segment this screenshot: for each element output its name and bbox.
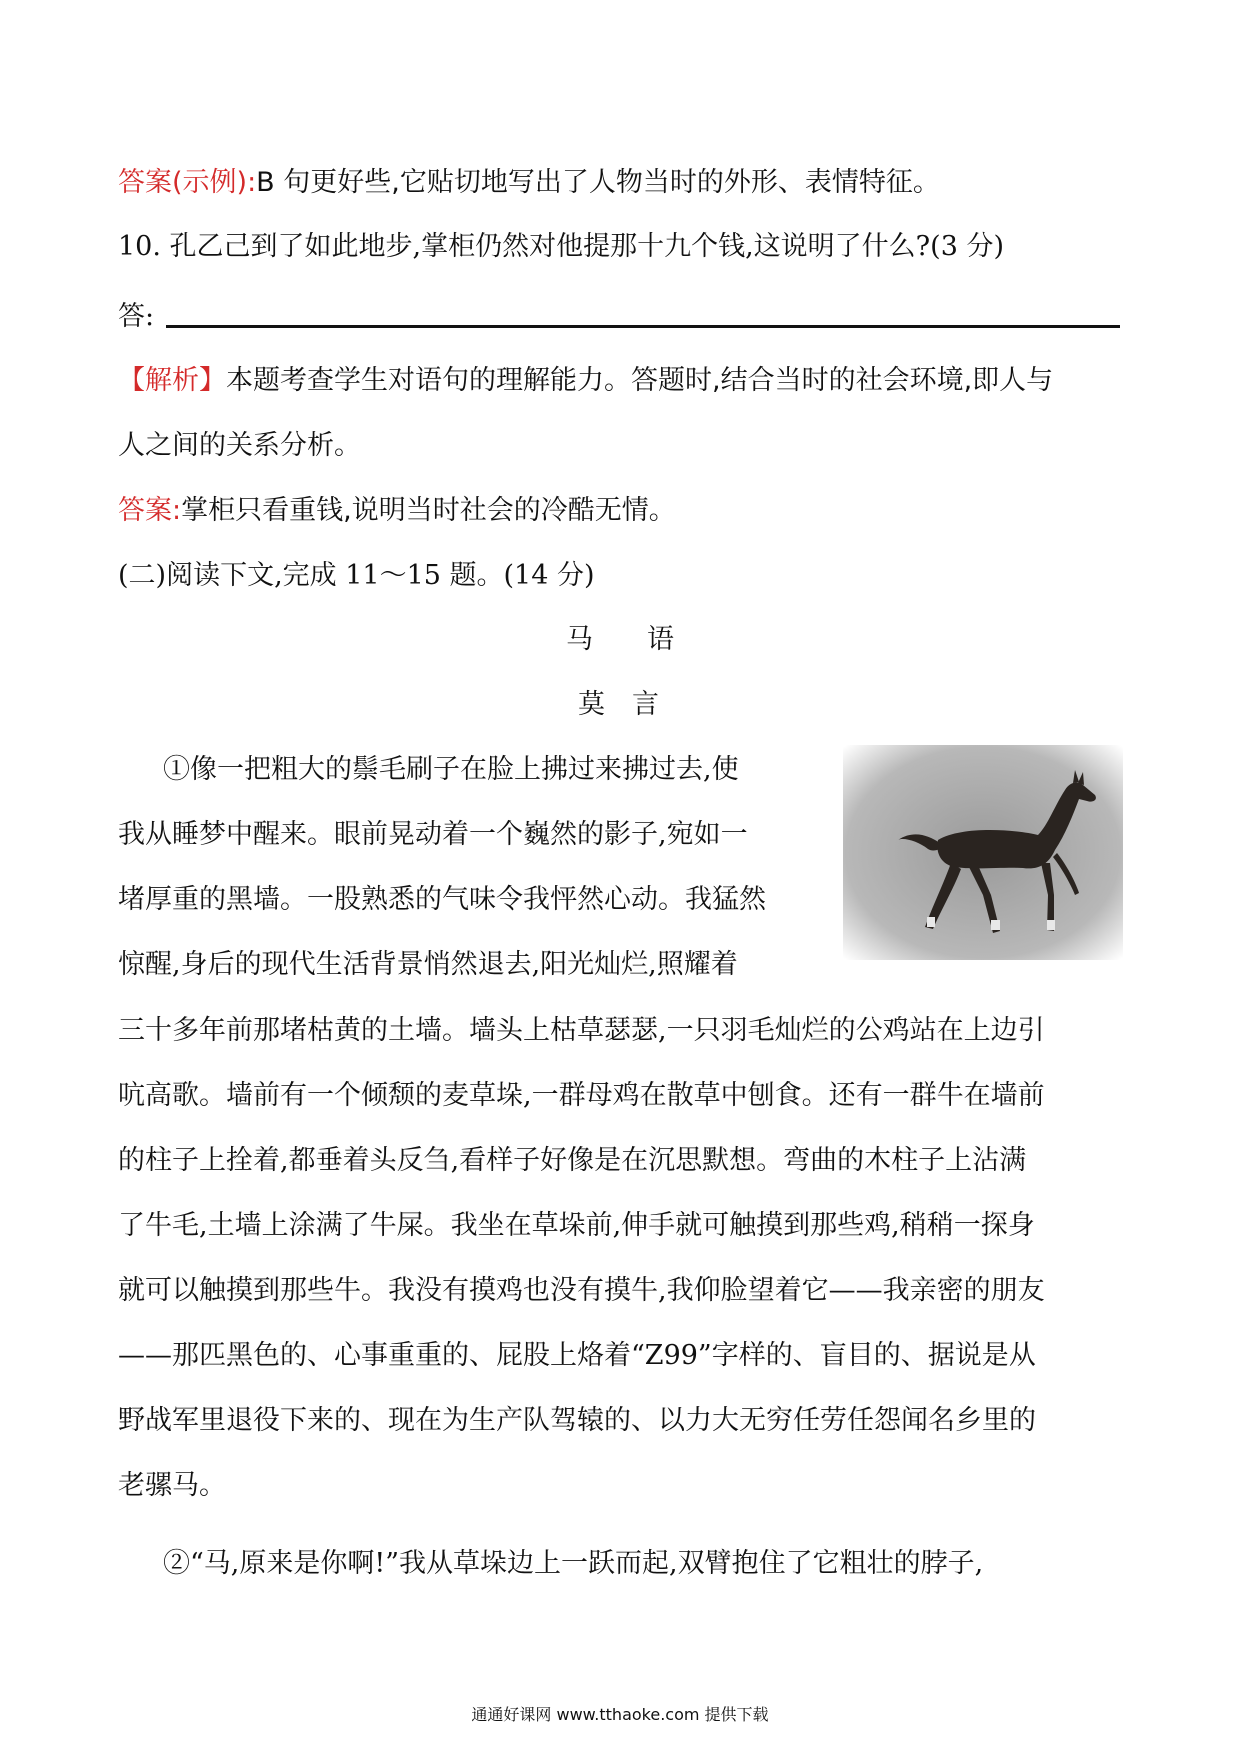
answer-example-label: 答案(示例): [118,167,257,198]
para1-line-8: 了牛毛,土墙上涂满了牛屎。我坐在草垛前,伸手就可触摸到那些鸡,稍稍一探身 [118,1210,1035,1241]
para1-line-12: 老骡马。 [118,1470,226,1501]
para1-line-6: 吭高歌。墙前有一个倾颓的麦草垛,一群母鸡在散草中刨食。还有一群牛在墙前 [118,1080,1045,1111]
para1-line-5: 三十多年前那堵枯黄的土墙。墙头上枯草瑟瑟,一只羽毛灿烂的公鸡站在上边引 [118,1015,1045,1046]
para1-line-10: ——那匹黑色的、心事重重的、屁股上烙着“Z99”字样的、盲目的、据说是从 [118,1340,1036,1371]
para1-line-9: 就可以触摸到那些牛。我没有摸鸡也没有摸牛,我仰脸望着它——我亲密的朋友 [118,1275,1045,1306]
para1-line-2: 我从睡梦中醒来。眼前晃动着一个巍然的影子,宛如一 [118,819,748,850]
article-author: 莫 言 [578,689,659,720]
answer-example-line [118,163,940,203]
question-10: 10. 孔乙己到了如此地步,掌柜仍然对他提那十九个钱,这说明了什么?(3 分) [118,231,1004,262]
para1-line-11: 野战军里退役下来的、现在为生产队驾辕的、以力大无穷任劳任怨闻名乡里的 [118,1405,1036,1436]
analysis-line-2: 人之间的关系分析。 [118,430,361,461]
para1-line-1: ①像一把粗大的鬃毛刷子在脸上拂过来拂过去,使 [163,754,739,785]
para2-line-1: ②“马,原来是你啊!”我从草垛边上一跃而起,双臂抱住了它粗壮的脖子, [163,1548,984,1579]
answer-10-line [118,491,676,531]
analysis-label: 【解析】 [118,365,226,396]
horse-photo [843,745,1123,960]
para1-line-7: 的柱子上拴着,都垂着头反刍,看样子好像是在沉思默想。弯曲的木柱子上沾满 [118,1145,1027,1176]
para1-line-3: 堵厚重的黑墙。一股熟悉的气味令我怦然心动。我猛然 [118,884,766,915]
section-2-heading: (二)阅读下文,完成 11～15 题。(14 分) [118,560,595,591]
analysis-text: 本题考查学生对语句的理解能力。答题时,结合当时的社会环境,即人与 [226,365,1054,396]
answer-example-text: B 句更好些,它贴切地写出了人物当时的外形、表情特征。 [256,167,940,198]
answer-10-text: 掌柜只看重钱,说明当时社会的冷酷无情。 [181,495,676,526]
footer-credit: 通通好课网 www.tthaoke.com 提供下载 [471,1705,769,1724]
analysis-line-1 [118,361,1053,401]
answer-prompt: 答: [118,301,155,332]
answer-10-label: 答案: [118,495,182,526]
answer-blank-line [166,325,1120,328]
article-title: 马 语 [566,624,674,655]
para1-line-4: 惊醒,身后的现代生活背景悄然退去,阳光灿烂,照耀着 [118,949,738,980]
